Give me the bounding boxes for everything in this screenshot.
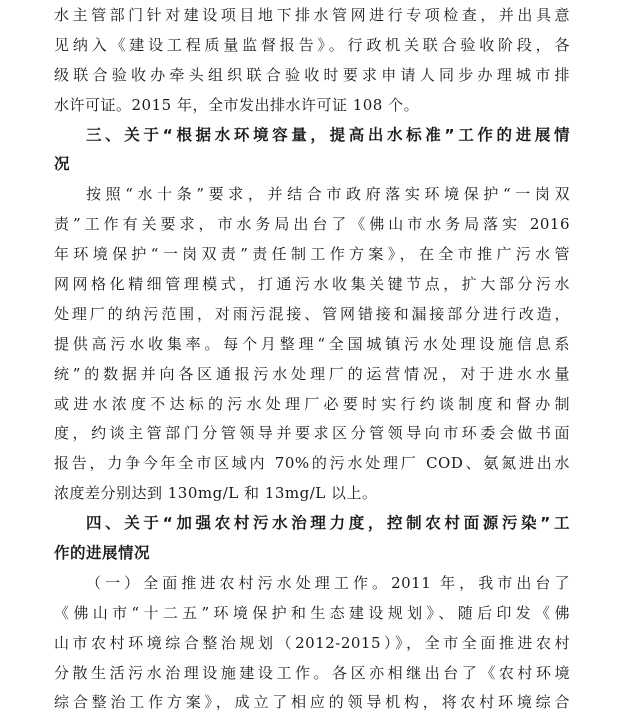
paragraph-line: 或进水浓度不达标的污水处理厂必要时实行约谈制度和督办制 [54, 394, 570, 413]
paragraph-line: 浓度差分别达到 130mg/L 和 13mg/L 以上。 [54, 484, 378, 503]
paragraph-line: 按照“水十条”要求，并结合市政府落实环境保护“一岗双 [86, 185, 570, 204]
paragraph-line: 提供高污水收集率。每个月整理“全国城镇污水处理设施信息系 [54, 334, 570, 353]
section-heading-line: 四、关于“加强农村污水治理力度，控制农村面源污染”工 [86, 514, 570, 533]
paragraph-line: 报告，力争今年全市区域内 70%的污水处理厂 COD、氨氮进出水 [54, 454, 570, 473]
paragraph-line: 级联合验收办牵头组织联合验收时要求申请人同步办理城市排 [54, 65, 570, 84]
section-heading-line: 况 [54, 155, 71, 174]
paragraph-line: （一）全面推进农村污水处理工作。2011 年，我市出台了 [86, 573, 570, 592]
document-page [54, 0, 570, 718]
section-heading-line: 三、关于“根据水环境容量，提高出水标准”工作的进展情 [86, 125, 570, 144]
paragraph-line: 网网格化精细管理模式，打通污水收集关键节点，扩大部分污水 [54, 275, 570, 294]
paragraph-line: 山市农村环境综合整治规划（2012-2015）》，全市全面推进农村 [54, 633, 570, 652]
paragraph-line: 度，约谈主管部门分管领导并要求区分管领导向市环委会做书面 [54, 424, 570, 443]
document-body [54, 1, 570, 718]
paragraph-line: 水许可证。2015 年，全市发出排水许可证 108 个。 [54, 95, 420, 114]
paragraph-line: 见纳入《建设工程质量监督报告》。行政机关联合验收阶段，各 [54, 35, 570, 54]
paragraph-line: 责”工作有关要求，市水务局出台了《佛山市水务局落实 2016 [54, 215, 570, 234]
paragraph-line: 分散生活污水治理设施建设工作。各区亦相继出台了《农村环境 [54, 663, 570, 682]
paragraph-line: 综合整治工作方案》，成立了相应的领导机构，将农村环境综合 [54, 693, 570, 712]
section-heading-line: 作的进展情况 [54, 544, 151, 563]
paragraph-line: 水主管部门针对建设项目地下排水管网进行专项检查，并出具意 [54, 6, 570, 24]
paragraph-line: 年环境保护“一岗双责”责任制工作方案》，在全市推广污水管 [54, 245, 570, 264]
paragraph-line: 处理厂的纳污范围，对雨污混接、管网错接和漏接部分进行改造， [54, 304, 570, 323]
paragraph-line: 《佛山市“十二五”环境保护和生态建设规划》、随后印发《佛 [54, 603, 570, 622]
paragraph-line: 统”的数据并向各区通报污水处理厂的运营情况，对于进水水量 [54, 364, 570, 383]
